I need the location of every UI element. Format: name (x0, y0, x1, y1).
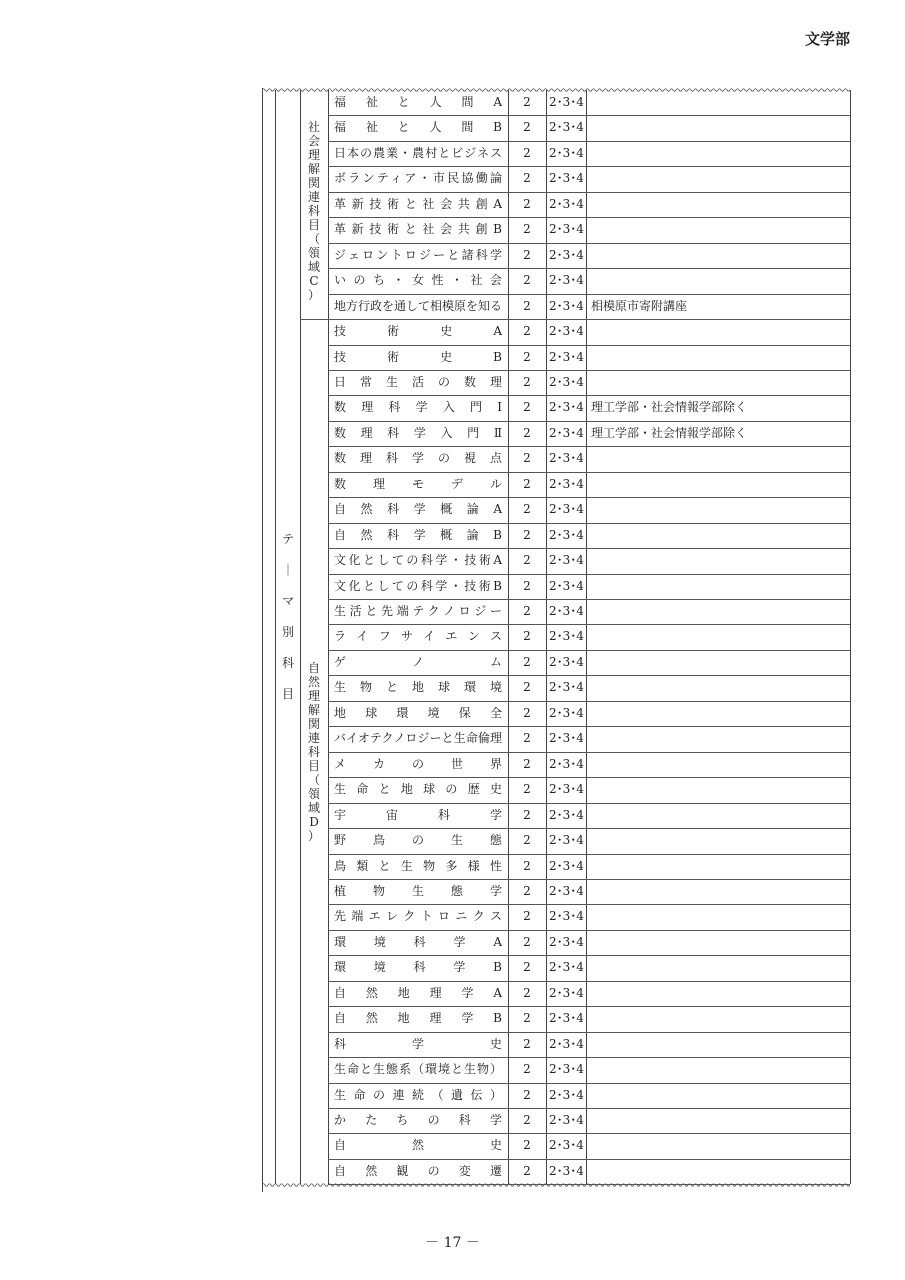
course-note (591, 930, 846, 955)
section-label (302, 661, 326, 843)
credit-count: 2 (523, 1011, 531, 1026)
credit-count: 2 (523, 400, 531, 415)
eligible-years: 2･3･4 (549, 425, 584, 440)
credit-count: 2 (523, 95, 531, 109)
section-column-line (300, 90, 301, 1184)
right-border-line (850, 90, 851, 1184)
course-name: 生 命 と 地 球 の 歴 史 (334, 782, 502, 797)
course-name: メ カ の 世 界 (334, 756, 502, 771)
course-name: ボランティア・市民協働論 (334, 171, 502, 186)
course-name: 環 境 科 学 B (334, 960, 502, 975)
credit-count: 2 (523, 1036, 531, 1051)
eligible-years: 2･3･4 (549, 578, 584, 593)
course-name: 自 然 科 学 概 論 B (334, 527, 502, 542)
section-label-char: 領 (307, 246, 320, 260)
course-name: 環 境 科 学 A (334, 934, 502, 949)
course-note (591, 1159, 846, 1184)
course-name: 自 然 観 の 変 遷 (334, 1163, 502, 1178)
course-note (591, 115, 846, 140)
credit-count: 2 (523, 196, 531, 211)
section-label-char: 理 (307, 688, 320, 703)
section-label-char: 目 (307, 218, 320, 232)
course-name: 科 学 史 (334, 1036, 502, 1051)
course-name: 自 然 地 理 学 B (334, 1011, 502, 1026)
eligible-years: 2･3･4 (549, 171, 584, 186)
section-label-char: （ (307, 232, 320, 246)
credit-count: 2 (523, 883, 531, 898)
course-note (591, 548, 846, 573)
section-label-char: 自 (307, 660, 320, 675)
section-label-char: 連 (307, 190, 320, 204)
course-name: 鳥 類 と 生 物 多 様 性 (334, 858, 502, 873)
course-note (591, 1032, 846, 1057)
credit-count: 2 (523, 1163, 531, 1178)
course-note (591, 828, 846, 853)
course-note (591, 192, 846, 217)
eligible-years: 2･3･4 (549, 1163, 584, 1178)
credit-count: 2 (523, 222, 531, 237)
credit-count: 2 (523, 578, 531, 593)
course-name: 生 物 と 地 球 環 境 (334, 680, 502, 695)
credit-count: 2 (523, 298, 531, 313)
credit-count: 2 (523, 324, 531, 339)
course-note (591, 726, 846, 751)
course-note (591, 879, 846, 904)
course-note (591, 675, 846, 700)
course-name: い の ち ・ 女 性 ・ 社 会 (334, 273, 502, 288)
course-note (591, 701, 846, 726)
section-label-char: 域 (307, 800, 320, 815)
course-name: ジェロントロジーと諸科学 (334, 247, 502, 262)
section-label-char: 域 (307, 260, 320, 274)
credit-count: 2 (523, 654, 531, 669)
theme-subject-label (276, 532, 300, 718)
eligible-years: 2･3･4 (549, 1011, 584, 1026)
eligible-years: 2･3･4 (549, 95, 584, 109)
eligible-years: 2･3･4 (549, 247, 584, 262)
eligible-years: 2･3･4 (549, 1138, 584, 1153)
credit-count: 2 (523, 1062, 531, 1077)
credit-count: 2 (523, 553, 531, 568)
credit-count: 2 (523, 782, 531, 797)
eligible-years: 2･3･4 (549, 451, 584, 466)
eligible-years: 2･3･4 (549, 553, 584, 568)
eligible-years: 2･3･4 (549, 1087, 584, 1102)
section-label-char: D (309, 814, 319, 829)
section-label-char: 解 (307, 702, 320, 717)
course-name: 文化としての科学・技術B (334, 578, 502, 593)
table-bottom-line (328, 1184, 850, 1185)
eligible-years: 2･3･4 (549, 985, 584, 1000)
course-note (591, 166, 846, 191)
eligible-years: 2･3･4 (549, 1036, 584, 1051)
course-note: 理工学部・社会情報学部除く (591, 425, 748, 440)
course-name: 技 術 史 B (334, 349, 502, 364)
course-note (591, 777, 846, 802)
course-note (591, 624, 846, 649)
credit-count: 2 (523, 145, 531, 160)
eligible-years: 2･3･4 (549, 629, 584, 644)
section-label-char: 関 (307, 716, 320, 731)
course-name: 福 祉 と 人 間 A (334, 95, 502, 109)
section-label-char: 関 (307, 176, 320, 190)
credit-count: 2 (523, 1113, 531, 1127)
year-column-line (546, 90, 547, 1184)
eligible-years: 2･3･4 (549, 705, 584, 720)
course-name: 数 理 科 学 入 門 Ⅰ (334, 400, 502, 415)
department-heading: 文学部 (804, 30, 850, 48)
course-name: 数 理 科 学 入 門 Ⅱ (334, 425, 502, 440)
eligible-years: 2･3･4 (549, 400, 584, 415)
credit-count: 2 (523, 527, 531, 542)
course-note (591, 803, 846, 828)
course-note (591, 268, 846, 293)
credit-count: 2 (523, 731, 531, 746)
section-label-char: 理 (307, 148, 320, 162)
credit-count: 2 (523, 476, 531, 491)
eligible-years: 2･3･4 (549, 782, 584, 797)
section-label-char: 会 (307, 134, 320, 148)
course-name: ゲ ノ ム (334, 654, 502, 669)
page-number: － 17 － (425, 1235, 480, 1251)
theme-label-char: マ (281, 594, 294, 608)
credit-count: 2 (523, 909, 531, 924)
eligible-years: 2･3･4 (549, 527, 584, 542)
course-name: 先端エレクトロニクス (334, 909, 502, 924)
eligible-years: 2･3･4 (549, 833, 584, 848)
credit-count: 2 (523, 120, 531, 135)
eligible-years: 2･3･4 (549, 654, 584, 669)
credit-count: 2 (523, 807, 531, 822)
theme-label-char: テ (281, 532, 294, 546)
eligible-years: 2･3･4 (549, 604, 584, 618)
course-name: 生活と先端テクノロジー (334, 604, 502, 618)
course-name: 福 祉 と 人 間 B (334, 120, 502, 135)
course-note (591, 141, 846, 166)
eligible-years: 2･3･4 (549, 196, 584, 211)
section-label-char: 社 (307, 120, 320, 134)
credit-count: 2 (523, 680, 531, 695)
course-note (591, 752, 846, 777)
course-note (591, 472, 846, 497)
course-note (591, 650, 846, 675)
section-label-char: 目 (307, 758, 320, 773)
credit-count: 2 (523, 1087, 531, 1102)
course-name: 生 命 の 連 続 （ 遺 伝 ） (334, 1087, 502, 1102)
course-name: 自 然 史 (334, 1138, 502, 1153)
course-name: 野 鳥 の 生 態 (334, 833, 502, 848)
eligible-years: 2･3･4 (549, 145, 584, 160)
outer-border-line (262, 88, 263, 1192)
course-name: 文化としての科学・技術A (334, 553, 502, 568)
credit-count: 2 (523, 833, 531, 848)
course-note (591, 345, 846, 370)
course-note (591, 497, 846, 522)
course-note (591, 319, 846, 344)
course-name: 技 術 史 A (334, 324, 502, 339)
eligible-years: 2･3･4 (549, 680, 584, 695)
course-note (591, 981, 846, 1006)
credit-count: 2 (523, 934, 531, 949)
course-name: 宇 宙 科 学 (334, 807, 502, 822)
credit-count: 2 (523, 451, 531, 466)
theme-label-char: ｜ (281, 563, 294, 577)
course-name: 植 物 生 態 学 (334, 883, 502, 898)
course-name: か た ち の 科 学 (334, 1113, 502, 1127)
course-note (591, 955, 846, 980)
eligible-years: 2･3･4 (549, 883, 584, 898)
section-label (302, 120, 326, 302)
section-label-char: 科 (307, 744, 320, 759)
eligible-years: 2･3･4 (549, 476, 584, 491)
credit-count: 2 (523, 171, 531, 186)
course-note (591, 1108, 846, 1133)
course-name: 地 球 環 境 保 全 (334, 705, 502, 720)
section-label-char: 領 (307, 786, 320, 801)
course-note (591, 1006, 846, 1031)
eligible-years: 2･3･4 (549, 858, 584, 873)
course-note (591, 446, 846, 471)
section-label-char: 解 (307, 162, 320, 176)
course-name: 数 理 モ デ ル (334, 476, 502, 491)
credit-count: 2 (523, 629, 531, 644)
course-note (591, 217, 846, 242)
eligible-years: 2･3･4 (549, 731, 584, 746)
section-label-char: 科 (307, 204, 320, 218)
credit-count: 2 (523, 425, 531, 440)
course-note (591, 90, 846, 115)
course-column-line (328, 90, 329, 1184)
eligible-years: 2･3･4 (549, 934, 584, 949)
course-note (591, 1133, 846, 1158)
credit-count: 2 (523, 858, 531, 873)
credit-count: 2 (523, 960, 531, 975)
eligible-years: 2･3･4 (549, 120, 584, 135)
section-label-char: ） (307, 288, 320, 302)
course-note (591, 854, 846, 879)
course-note (591, 523, 846, 548)
eligible-years: 2･3･4 (549, 502, 584, 517)
section-label-char: 然 (307, 674, 320, 689)
eligible-years: 2･3･4 (549, 1062, 584, 1077)
eligible-years: 2･3･4 (549, 374, 584, 389)
section-label-char: ） (307, 828, 320, 843)
eligible-years: 2･3･4 (549, 298, 584, 313)
eligible-years: 2･3･4 (549, 222, 584, 237)
course-name: 自 然 地 理 学 A (334, 985, 502, 1000)
credit-count: 2 (523, 705, 531, 720)
section-label-char: （ (307, 772, 320, 787)
eligible-years: 2･3･4 (549, 960, 584, 975)
section-label-char: 連 (307, 730, 320, 745)
course-name: ラ イ フ サ イ エ ン ス (334, 629, 502, 644)
course-name: 革新技術と社会共創B (334, 222, 502, 237)
course-note (591, 370, 846, 395)
course-name: 日 常 生 活 の 数 理 (334, 374, 502, 389)
credit-count: 2 (523, 1138, 531, 1153)
course-note (591, 243, 846, 268)
theme-label-char: 目 (281, 687, 294, 701)
course-note: 理工学部・社会情報学部除く (591, 400, 748, 415)
credit-count: 2 (523, 985, 531, 1000)
course-name: 数 理 科 学 の 視 点 (334, 451, 502, 466)
credit-count: 2 (523, 374, 531, 389)
credit-count: 2 (523, 349, 531, 364)
eligible-years: 2･3･4 (549, 324, 584, 339)
credit-count: 2 (523, 604, 531, 618)
course-name: 自 然 科 学 概 論 A (334, 502, 502, 517)
course-note (591, 1083, 846, 1108)
course-name: 日本の農業・農村とビジネス (334, 145, 502, 160)
eligible-years: 2･3･4 (549, 756, 584, 771)
course-note (591, 574, 846, 599)
course-name: 生命と生態系（環境と生物） (334, 1062, 502, 1077)
credit-count: 2 (523, 756, 531, 771)
theme-label-char: 別 (281, 625, 294, 639)
course-name: 地方行政を通して相模原を知る (334, 298, 503, 313)
theme-label-char: 科 (281, 656, 294, 670)
course-note (591, 1057, 846, 1082)
eligible-years: 2･3･4 (549, 1113, 584, 1127)
credit-count: 2 (523, 502, 531, 517)
section-label-char: C (309, 274, 319, 288)
credit-count: 2 (523, 247, 531, 262)
course-note (591, 599, 846, 624)
credit-count: 2 (523, 273, 531, 288)
eligible-years: 2･3･4 (549, 349, 584, 364)
eligible-years: 2･3･4 (549, 807, 584, 822)
course-note (591, 904, 846, 929)
eligible-years: 2･3･4 (549, 909, 584, 924)
course-name: バイオテクノロジーと生命倫理 (334, 731, 502, 746)
eligible-years: 2･3･4 (549, 273, 584, 288)
course-name: 革新技術と社会共創A (334, 196, 502, 211)
course-note: 相模原市寄附講座 (591, 298, 688, 313)
